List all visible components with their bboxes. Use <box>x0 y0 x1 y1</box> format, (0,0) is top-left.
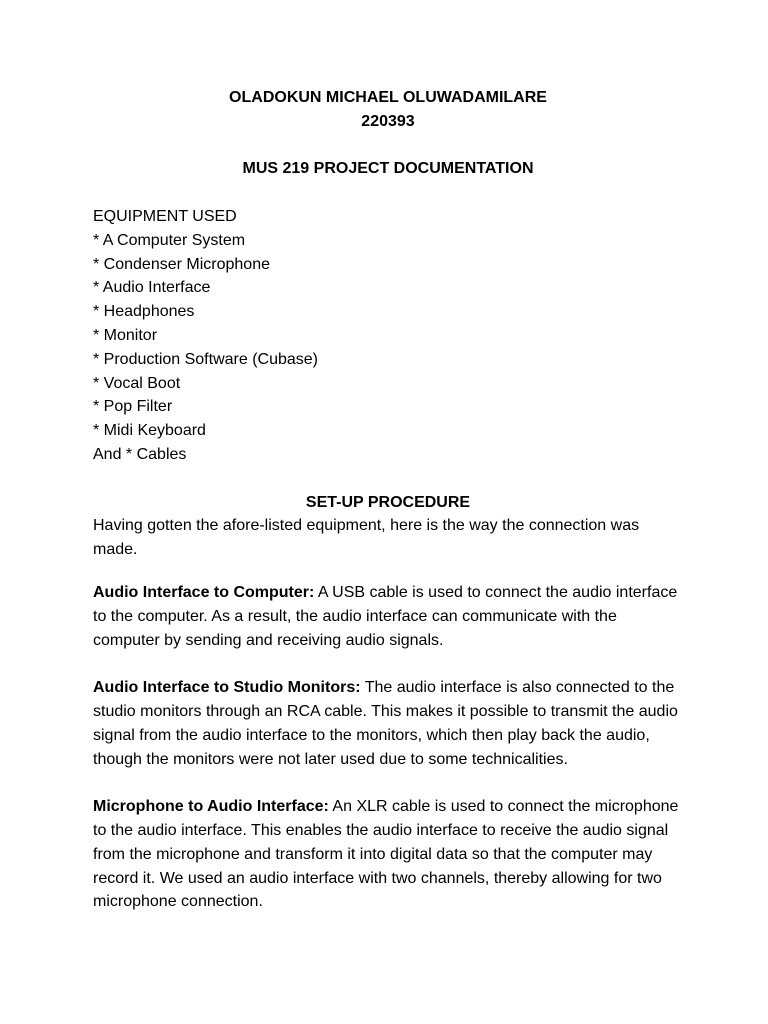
equipment-item: * Condenser Microphone <box>93 255 270 273</box>
spacer <box>93 467 683 491</box>
equipment-item: * Audio Interface <box>93 279 211 297</box>
spacer <box>93 771 683 795</box>
paragraph-body: A USB cable is used to connect the audio interface to the computer. As a result, the audio interface can communicate with the computer by sending and receiving audio signals. <box>93 583 678 649</box>
setup-paragraph <box>93 581 683 652</box>
setup-paragraph <box>93 795 683 914</box>
paragraph-title: Audio Interface to Computer: <box>93 583 315 601</box>
equipment-item: * Midi Keyboard <box>93 422 206 440</box>
student-id: 220393 <box>361 112 415 130</box>
equipment-item: * A Computer System <box>93 231 246 249</box>
paragraph-title: Audio Interface to Studio Monitors: <box>93 679 361 697</box>
paragraph-body: The audio interface is also connected to the studio monitors through an RCA cable. This makes it possible to transmit the audio signal from the audio interface to the monitors, which then play back the audio, though the monitors were not later used due to some technicalities. <box>93 679 678 768</box>
paragraph-body: An XLR cable is used to connect the microphone to the audio interface. This enables the audio interface to receive the audio signal from the microphone and transform it into digital data so that the computer may record it. We used an audio interface with two channels, thereby allowing for two microphone connection. <box>93 798 679 911</box>
equipment-item: And * Cables <box>93 445 187 463</box>
equipment-item: * Production Software (Cubase) <box>93 350 318 368</box>
setup-heading: SET-UP PROCEDURE <box>305 493 471 511</box>
equipment-section <box>93 205 683 467</box>
spacer <box>93 652 683 676</box>
equipment-item: * Pop Filter <box>93 398 173 416</box>
document-title: MUS 219 PROJECT DOCUMENTATION <box>242 160 534 178</box>
spacer <box>93 181 683 205</box>
spacer <box>93 562 683 581</box>
setup-paragraph <box>93 676 683 771</box>
equipment-heading: EQUIPMENT USED <box>93 207 237 225</box>
equipment-item: * Headphones <box>93 303 195 321</box>
spacer <box>93 134 683 158</box>
equipment-item: * Vocal Boot <box>93 374 181 392</box>
document-body <box>93 86 683 914</box>
setup-intro: Having gotten the afore-listed equipment, here is the way the connection was made. <box>93 517 640 559</box>
setup-section <box>93 491 683 915</box>
author-name: OLADOKUN MICHAEL OLUWADAMILARE <box>229 89 547 106</box>
paragraph-title: Microphone to Audio Interface: <box>93 798 329 816</box>
equipment-item: * Monitor <box>93 326 158 344</box>
